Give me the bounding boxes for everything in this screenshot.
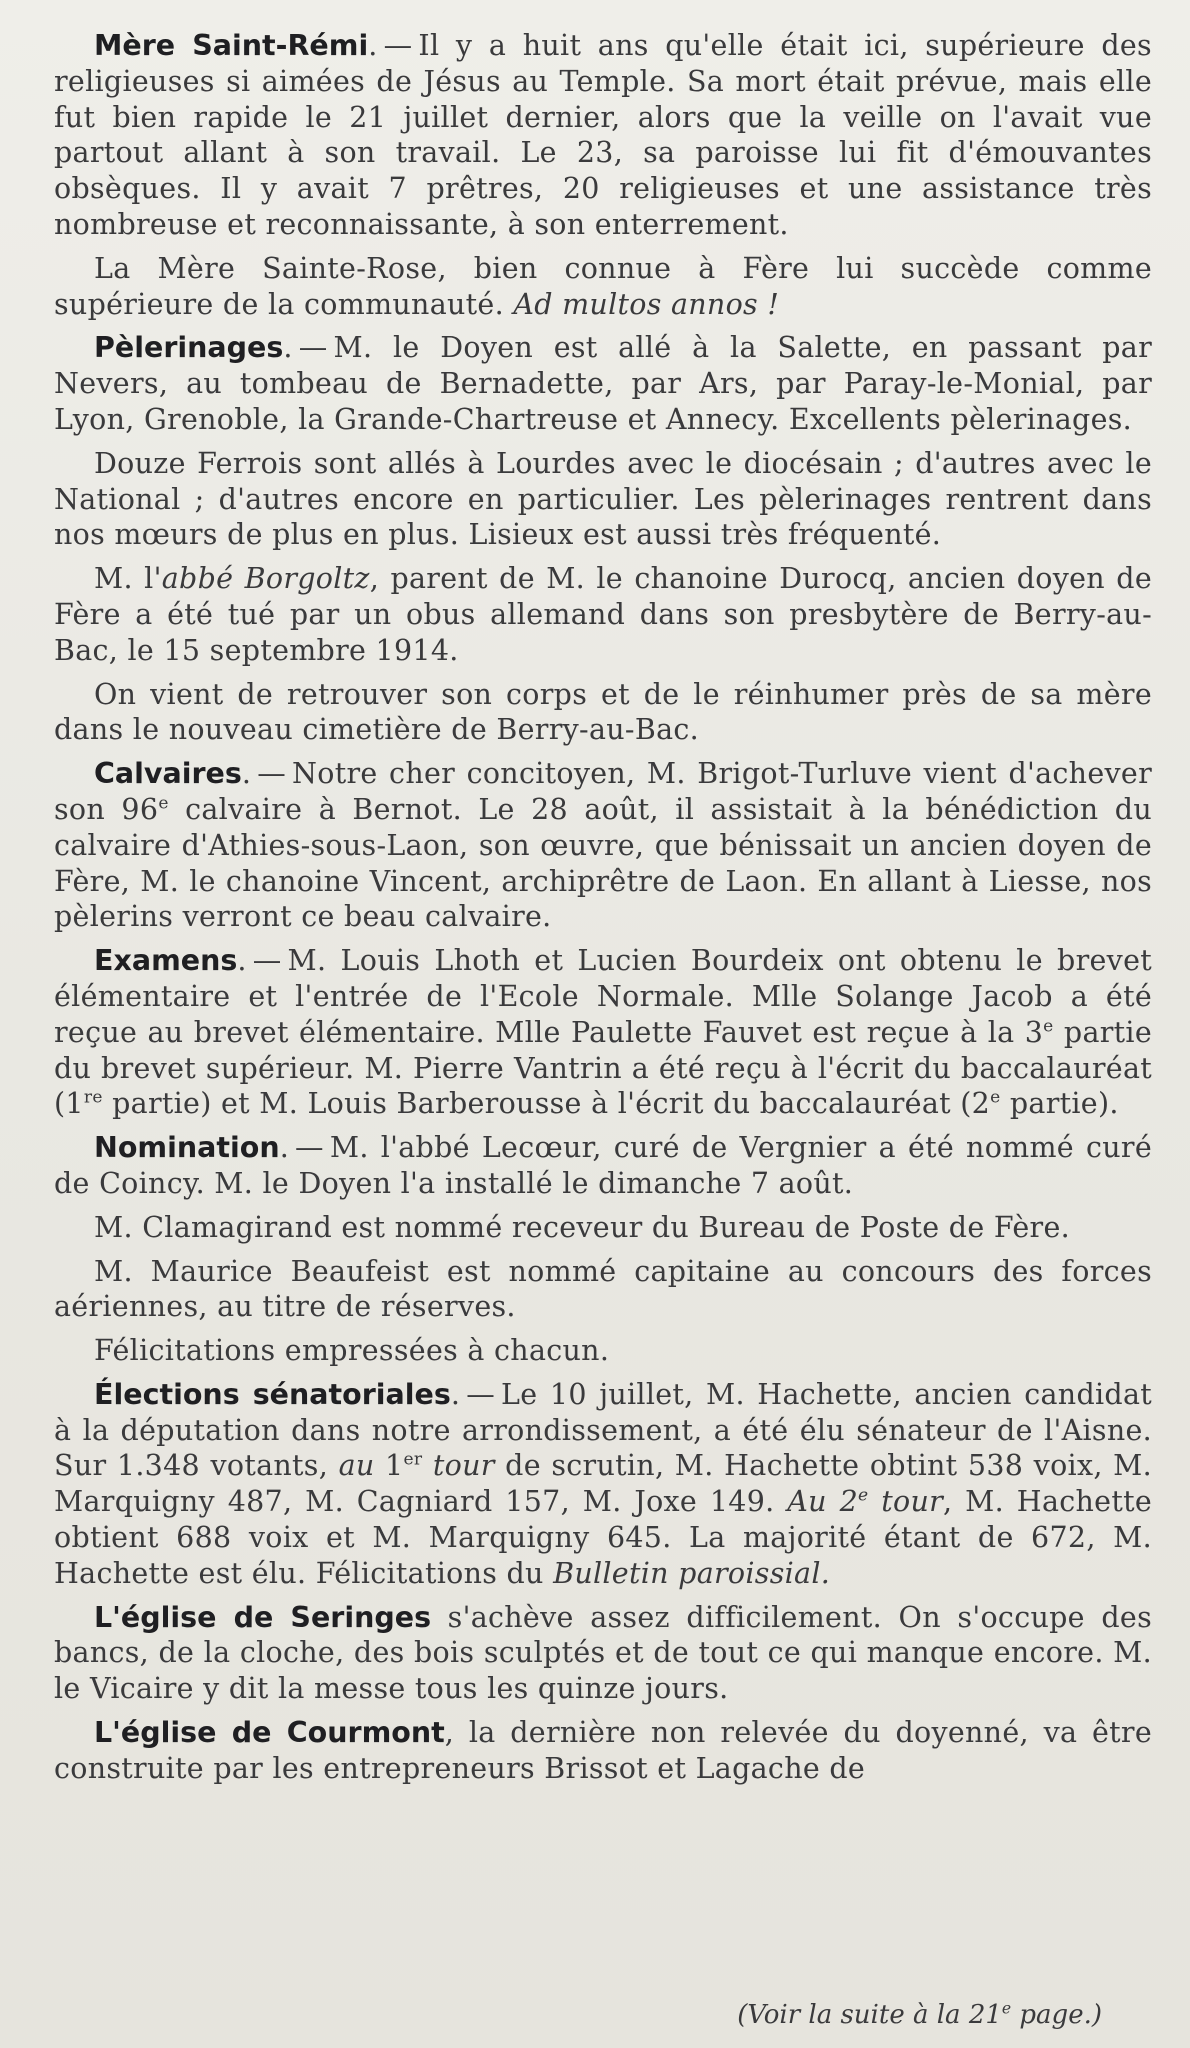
heading-elections-senatoriales: Élections sénatoriales xyxy=(94,1377,451,1411)
superscript: e xyxy=(990,1087,1001,1108)
seringes-text: s'achève assez difficilement. On s'occupe des bancs, de la cloche, des bois sculptés et de tout ce qui manque encore. M. le Vicaire y dit la messe tous les quinze jours. xyxy=(54,1600,1153,1706)
calvaires-text-b: calvaire à Bernot. Le 28 août, il assistait à la bénédiction du calvaire d'Athies-sous-Laon, son œuvre, que bénissait un ancien doyen de Fère, M. le chanoine Vincent, archiprêtre de Laon. En allant à Liesse, nos pèlerins verront ce beau calvaire. xyxy=(54,792,1153,934)
elections-ital-tour2: tour xyxy=(881,1485,944,1519)
mere-saint-remi-text: Il y a huit ans qu'elle était ici, supérieure des religieuses si aimées de Jésus au Temple. Sa mort était prévue, mais elle fut bien rapide le 21 juillet dernier, alors que la veille on l'avait vue partout allant à son travail. Le 23, sa paroisse lui fit d'émouvantes obsèques. Il y avait 7 prêtres, 20 religieuses et une assistance très nombreuse et reconnaissante, à son enterrement. xyxy=(54,29,1152,241)
superscript: re xyxy=(83,1087,103,1108)
section-elections-senatoriales xyxy=(54,1377,1152,1592)
ferrois-lourdes-paragraph: Douze Ferrois sont allés à Lourdes avec le diocésain ; d'autres avec le National ; d'autres encore en particulier. Les pèlerinages rentrent dans nos mœurs de plus en plus. Lisieux est aussi très fréquenté. xyxy=(54,446,1152,552)
heading-mere-saint-remi: Mère Saint-Rémi xyxy=(94,29,369,62)
heading-period: . xyxy=(241,757,252,791)
superscript: e xyxy=(858,1485,869,1506)
clamagirand-paragraph: M. Clamagirand est nommé receveur du Bureau de Poste de Fère. xyxy=(94,1210,1070,1244)
heading-nomination: Nomination xyxy=(94,1131,280,1165)
superscript: er xyxy=(403,1449,423,1470)
abbe-borgoltz-name: abbé Borgoltz xyxy=(161,562,370,596)
examens-text-b: partie du brevet supérieur. M. Pierre Vantrin a été reçu à l'écrit du baccalauréat (1 xyxy=(54,1015,1152,1121)
heading-pelerinages: Pèlerinages xyxy=(94,331,284,365)
em-dash: — xyxy=(295,1131,324,1165)
examens-text-a: M. Louis Lhoth et Lucien Bourdeix ont obtenu le brevet élémentaire et l'entrée de l'Ecole Normale. Mlle Solange Jacob a été reçue au brevet élémentaire. Mlle Paulette Fauvet est reçue à la 3 xyxy=(54,944,1152,1049)
elections-text-d: , M. Hachette obtient 688 voix et M. Marquigny 645. La majorité étant de 672, M. Hachette est élu. Félicitations du xyxy=(54,1485,1152,1590)
em-dash: — xyxy=(257,757,287,791)
superscript: e xyxy=(158,793,169,814)
heading-eglise-courmont: L'église de Courmont xyxy=(94,1716,445,1750)
heading-eglise-seringes: L'église de Seringes xyxy=(94,1600,432,1634)
elections-ital-au: au xyxy=(338,1449,375,1483)
heading-calvaires: Calvaires xyxy=(94,757,242,791)
section-pelerinages xyxy=(54,330,1152,437)
heading-period: . xyxy=(368,29,378,62)
heading-examens: Examens xyxy=(94,944,238,978)
heading-period: . xyxy=(283,331,293,365)
bulletin-paroissial: Bulletin paroissial. xyxy=(553,1556,831,1590)
calvaires-text-a: Notre cher concitoyen, M. Brigot-Turluve vient d'achever son 96 xyxy=(54,757,1152,826)
section-nomination xyxy=(54,1130,1152,1202)
felicitations-paragraph: Félicitations empressées à chacun. xyxy=(94,1334,610,1368)
section-eglise-courmont xyxy=(54,1715,1152,1787)
heading-period: . xyxy=(237,944,247,978)
em-dash: — xyxy=(252,944,282,978)
abbe-borgoltz-text: , parent de M. le chanoine Durocq, ancien doyen de Fère a été tué par un obus allemand dans son presbytère de Berry-au-Bac, le 15 septembre 1914. xyxy=(54,562,1152,667)
reinhumation-paragraph: On vient de retrouver son corps et de le réinhumer près de sa mère dans le nouveau cimetière de Berry-au-Bac. xyxy=(54,677,1152,747)
superscript: e xyxy=(1001,1999,1012,2018)
section-eglise-seringes xyxy=(54,1600,1152,1707)
elections-text-b: 1 xyxy=(374,1449,404,1483)
pelerinages-text: M. le Doyen est allé à la Salette, en passant par Nevers, au tombeau de Bernadette, par Ars, par Paray-le-Monial, par Lyon, Grenoble, la Grande-Chartreuse et Annecy. Excellents pèlerinages. xyxy=(54,331,1152,436)
continued-post: page.) xyxy=(1011,2000,1102,2030)
continued-pre: (Voir la suite à la 21 xyxy=(737,2000,1002,2030)
section-calvaires xyxy=(54,756,1152,935)
beaufeist-paragraph: M. Maurice Beaufeist est nommé capitaine au concours des forces aériennes, au titre de réserves. xyxy=(54,1254,1152,1324)
elections-ital-tour: tour xyxy=(432,1449,495,1483)
superscript: e xyxy=(1043,1016,1054,1037)
section-examens xyxy=(54,943,1152,1122)
courmont-text: , la dernière non relevée du doyenné, va être construite par les entrepreneurs Brissot et Lagache de xyxy=(54,1716,1152,1785)
examens-text-c: partie) et M. Louis Barberousse à l'écrit du baccalauréat (2 xyxy=(102,1087,991,1121)
mere-sainte-rose-paragraph xyxy=(54,251,1152,323)
section-mere-saint-remi xyxy=(54,28,1152,243)
heading-period: . xyxy=(450,1377,461,1411)
ad-multos-annos: Ad multos annos ! xyxy=(513,287,780,321)
continued-page-note xyxy=(737,2000,1102,2030)
abbe-borgoltz-paragraph xyxy=(54,561,1152,668)
elections-text-c: de scrutin, M. Hachette obtint 538 voix, M. Marquigny 487, M. Cagniard 157, M. Joxe 149. xyxy=(54,1449,1153,1519)
em-dash: — xyxy=(383,29,413,62)
em-dash: — xyxy=(466,1377,496,1411)
heading-period: . xyxy=(279,1131,290,1165)
nomination-text: M. l'abbé Lecœur, curé de Vergnier a été nommé curé de Coincy. M. le Doyen l'a installé le dimanche 7 août. xyxy=(54,1131,1152,1200)
elections-ital-au2: Au 2 xyxy=(787,1485,859,1519)
abbe-borgoltz-prefix: M. l' xyxy=(94,562,162,596)
elections-text-a: Le 10 juillet, M. Hachette, ancien candidat à la députation dans notre arrondissement, a été élu sénateur de l'Aisne. Sur 1.348 votants, xyxy=(54,1377,1152,1483)
em-dash: — xyxy=(298,331,328,365)
mere-sainte-rose-text: La Mère Sainte-Rose, bien connue à Fère lui succède comme supérieure de la communauté. xyxy=(54,251,1152,321)
examens-text-d: partie). xyxy=(1000,1087,1119,1121)
